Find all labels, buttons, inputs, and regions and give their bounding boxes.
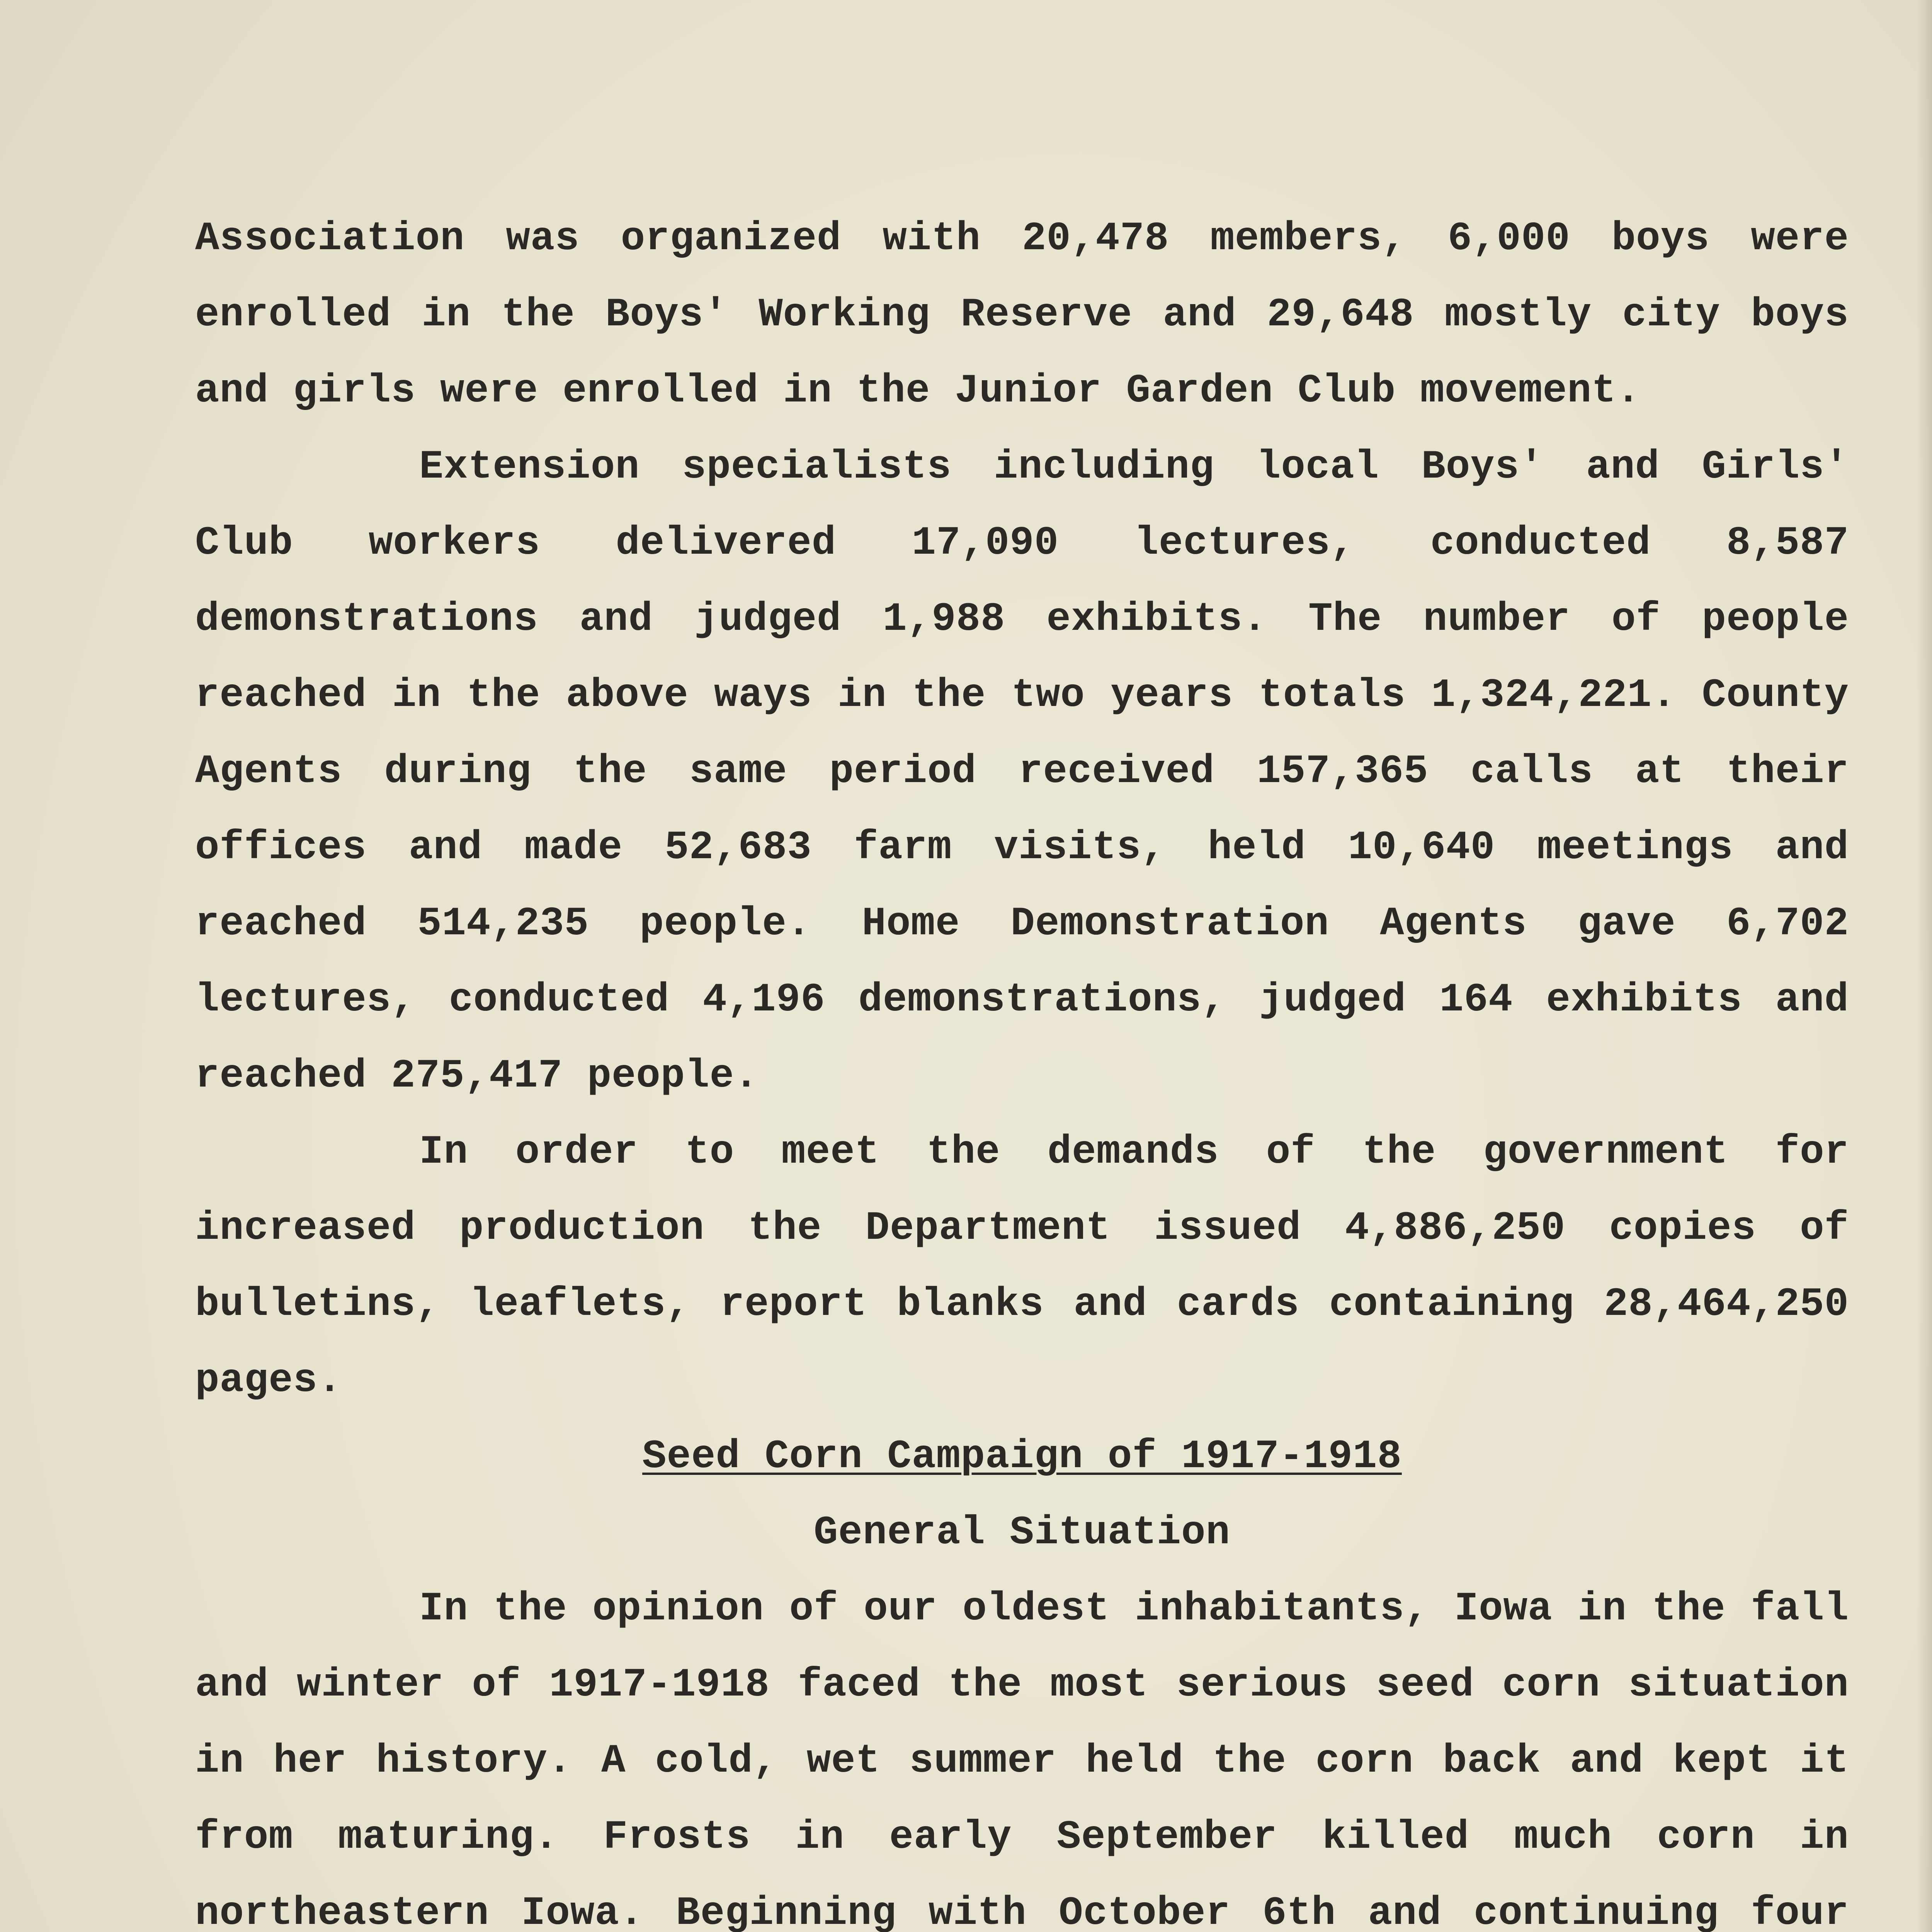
- paragraph-3: In order to meet the demands of the government for increased production the Department issued 4,886,250 copies of bulletins, leaflets, report blanks and cards containing 28,464,250 pages.: [195, 1129, 1849, 1403]
- subsection-heading: General Situation: [814, 1510, 1230, 1556]
- paragraph-4: In the opinion of our oldest inhabitants, Iowa in the fall and winter of 1917-1918 faced the most serious seed corn situation in her history. A cold, wet summer held the corn back and kept it from maturing. Frosts in early September killed much corn in northeastern Iowa. Beginning with October 6th and continuing four: [195, 1586, 1849, 1932]
- paragraph-2: Extension specialists including local Boys' and Girls' Club workers delivered 17,090 lectures, conducted 8,587 demonstrations and judged 1,988 exhibits. The number of people reached in the above ways in the two years totals 1,324,221. County Agents during the same period received 157,365 calls at their offices and made 52,683 farm visits, held 10,640 meetings and reached 514,235 people. Home Demonstration Agents gave 6,702 lectures, conducted 4,196 demonstrations, judged 164 exhibits and reached 275,417 people.: [195, 444, 1849, 1099]
- page-edge-shadow: [1917, 0, 1932, 1932]
- section-heading: [195, 1419, 1849, 1495]
- document-body: [195, 201, 1849, 1932]
- paragraph-1: Association was organized with 20,478 members, 6,000 boys were enrolled in the Boys' Working Reserve and 29,648 mostly city boys and girls were enrolled in the Junior Garden Club movement.: [195, 216, 1849, 414]
- section-heading-text: Seed Corn Campaign of 1917-1918: [642, 1434, 1402, 1480]
